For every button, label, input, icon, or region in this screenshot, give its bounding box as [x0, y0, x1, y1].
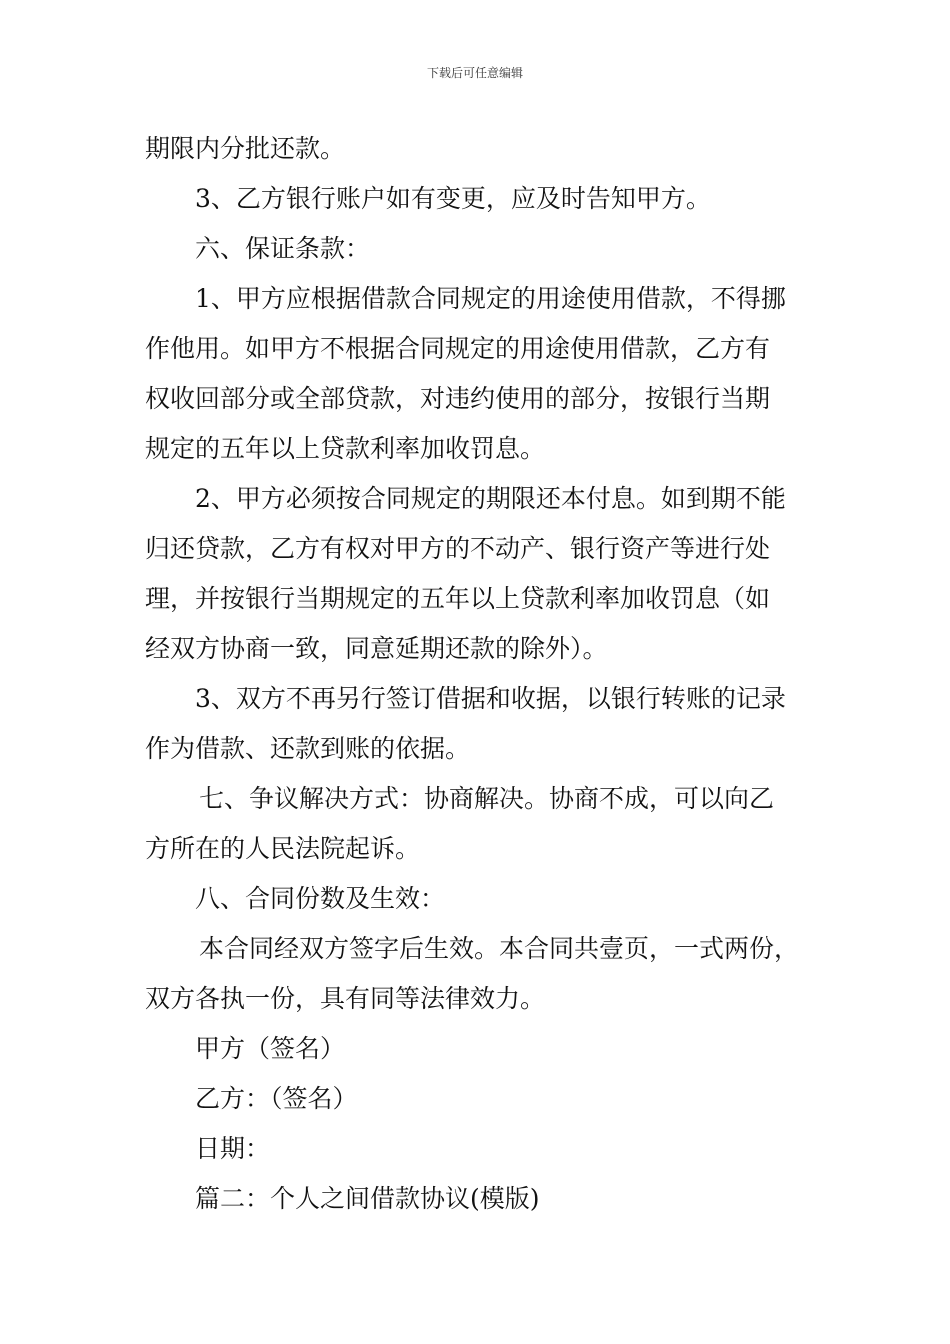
page-header-note: 下载后可任意编辑 [426, 66, 523, 80]
text-line: 方所在的人民法院起诉。 [145, 834, 421, 863]
text-line: 作他用。如甲方不根据合同规定的用途使用借款，乙方有 [145, 334, 771, 363]
text-line: 作为借款、还款到账的依据。 [145, 734, 471, 763]
signature-party-b: 乙方：（签名） [195, 1084, 358, 1113]
text-line: 期限内分批还款。 [145, 134, 346, 163]
section-heading: 六、保证条款： [195, 234, 371, 263]
text-line: 权收回部分或全部贷款，对违约使用的部分，按银行当期 [145, 384, 771, 413]
document-body [145, 124, 825, 1224]
section-heading: 七、争议解决方式：协商解决。协商不成，可以向乙 [199, 784, 775, 813]
text-line: 理，并按银行当期规定的五年以上贷款利率加收罚息（如 [145, 584, 771, 613]
text-line: 双方各执一份，具有同等法律效力。 [145, 984, 546, 1013]
text-line: 归还贷款，乙方有权对甲方的不动产、银行资产等进行处 [145, 534, 771, 563]
text-line: 3、乙方银行账户如有变更，应及时告知甲方。 [195, 184, 711, 213]
text-line: 规定的五年以上贷款利率加收罚息。 [145, 434, 546, 463]
text-line: 3、双方不再另行签订借据和收据，以银行转账的记录 [195, 684, 786, 713]
text-line: 1、甲方应根据借款合同规定的用途使用借款，不得挪 [195, 284, 786, 313]
section-heading: 八、合同份数及生效： [195, 884, 446, 913]
date-line: 日期： [195, 1134, 271, 1163]
next-section-title: 篇二：个人之间借款协议(模版) [195, 1184, 540, 1213]
text-line: 本合同经双方签字后生效。本合同共壹页，一式两份， [199, 934, 800, 963]
text-line: 2、甲方必须按合同规定的期限还本付息。如到期不能 [195, 484, 786, 513]
signature-party-a: 甲方（签名） [195, 1034, 346, 1063]
text-line: 经双方协商一致，同意延期还款的除外）。 [145, 634, 608, 663]
